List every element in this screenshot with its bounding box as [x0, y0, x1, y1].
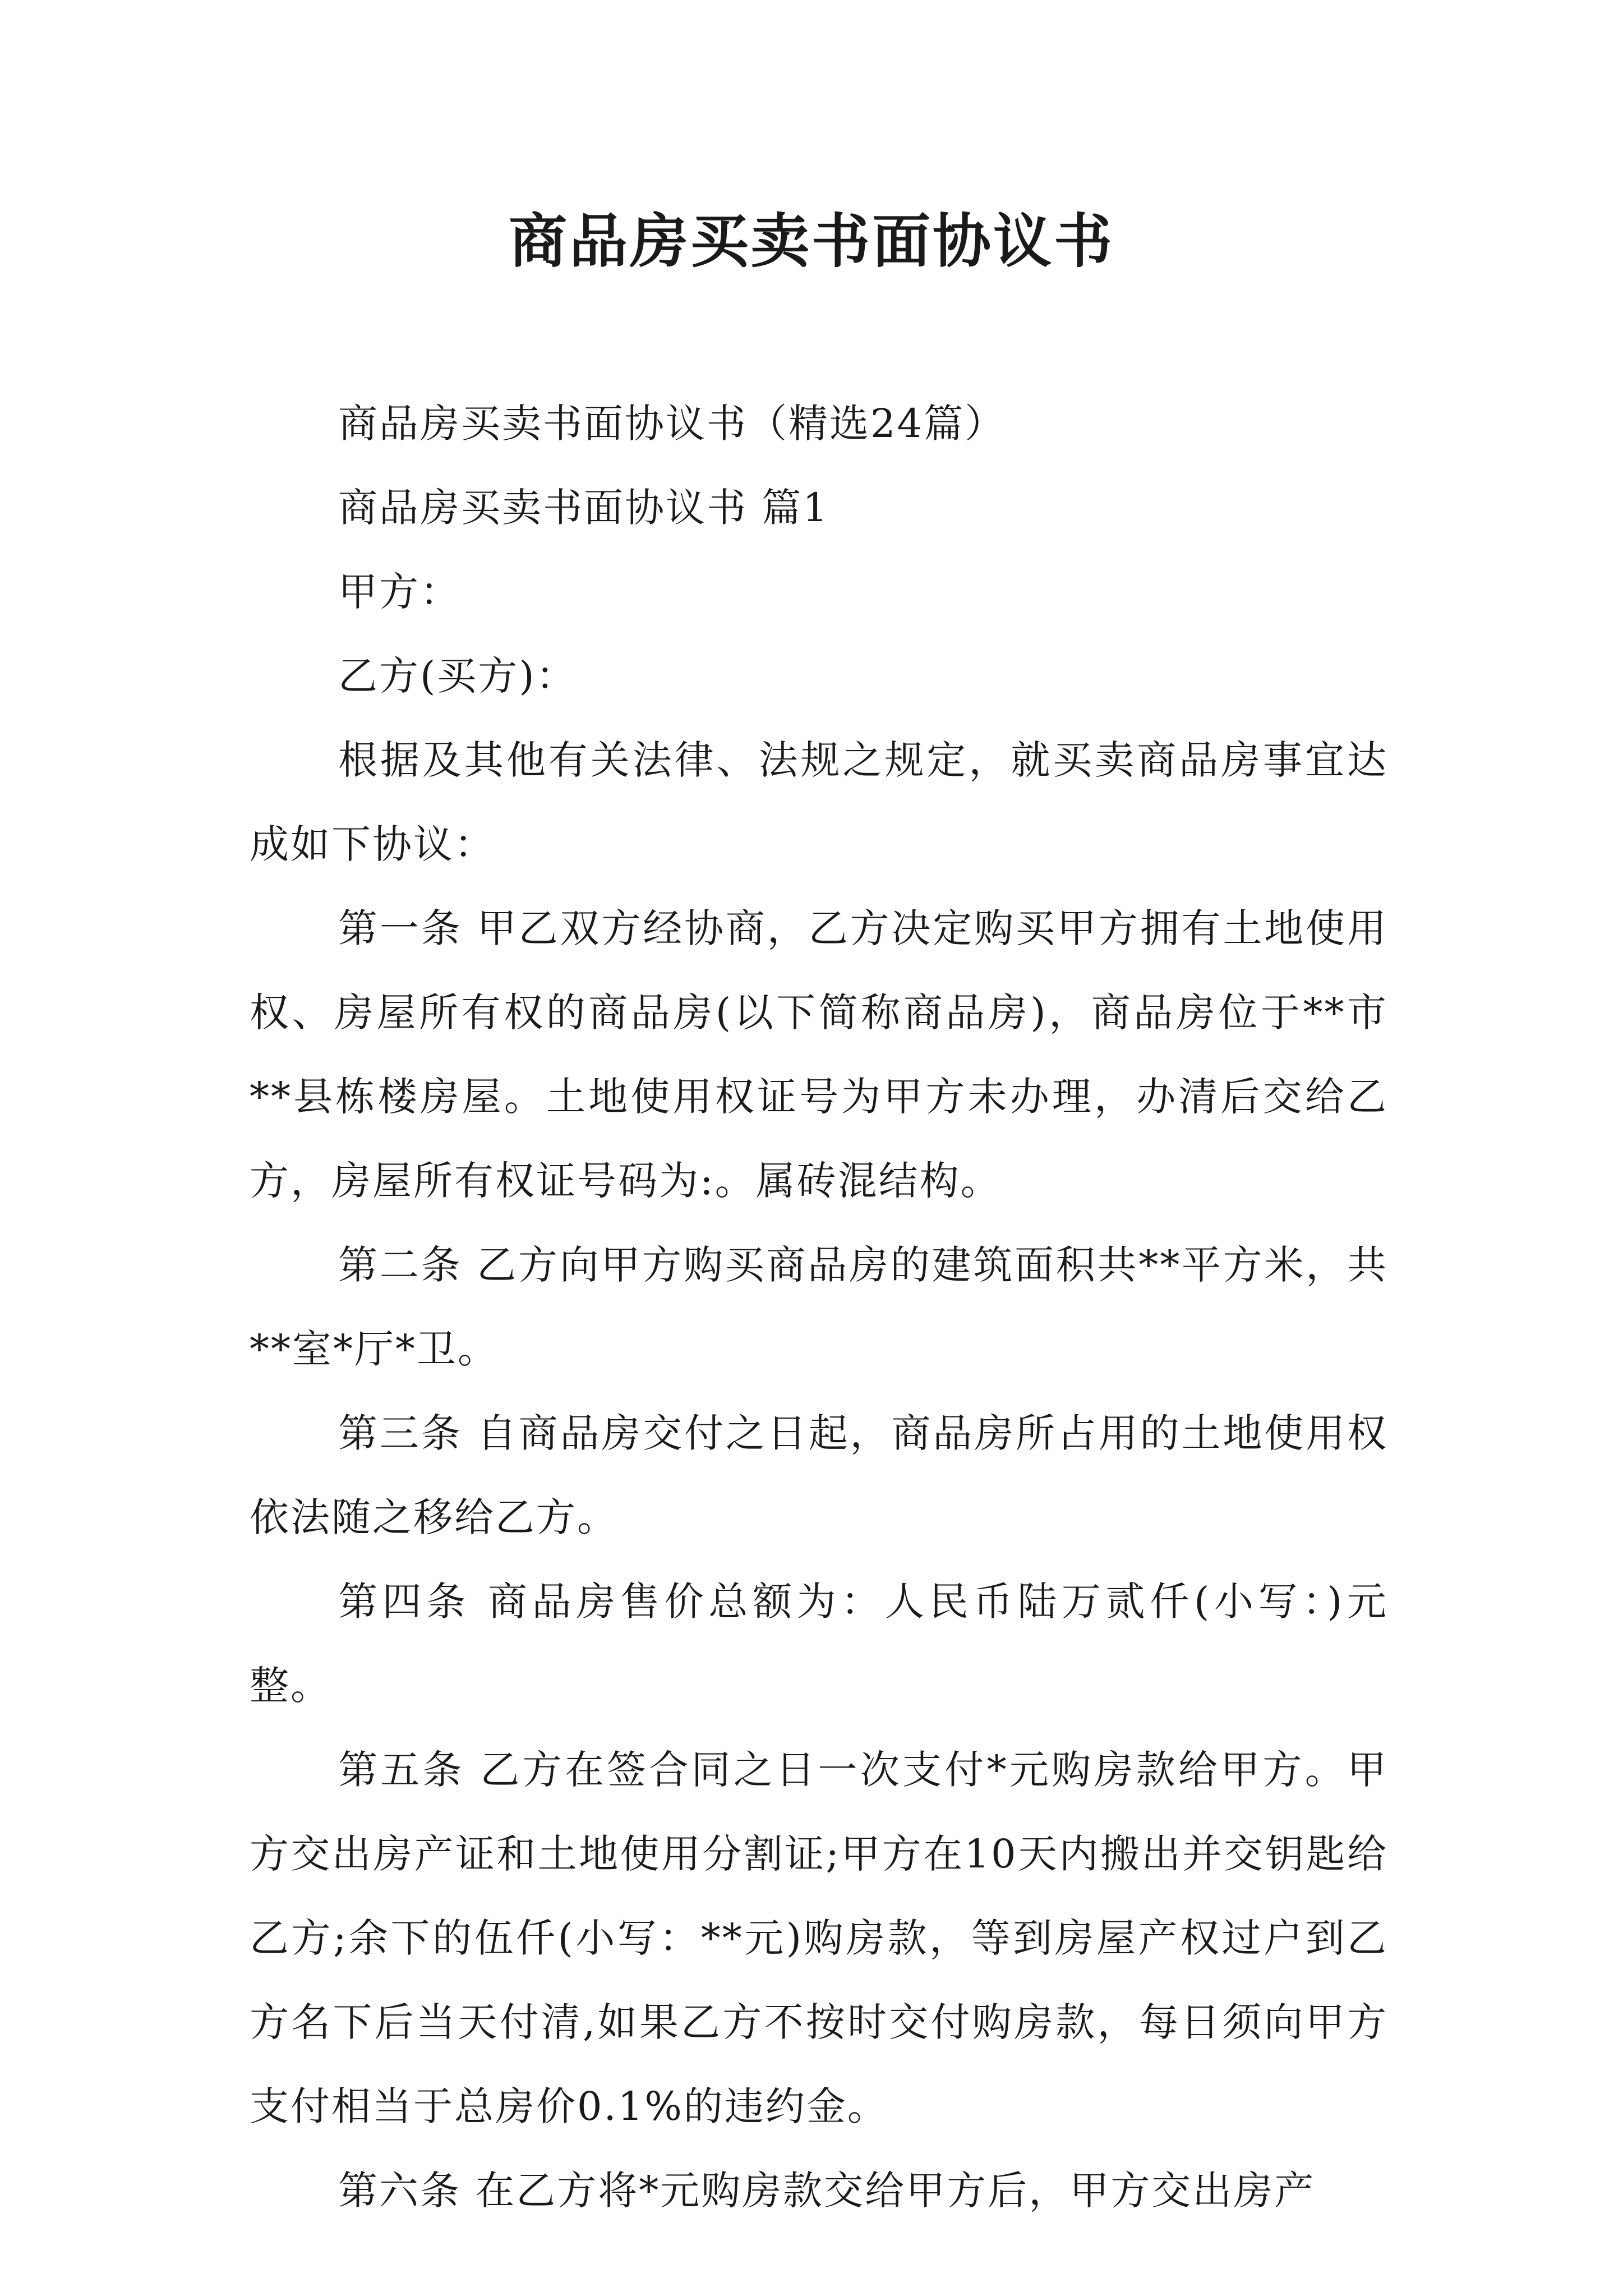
paragraph-article-5: 第五条 乙方在签合同之日一次支付*元购房款给甲方。甲方交出房产证和土地使用分割证;甲方在10天内搬出并交钥匙给乙方;余下的伍仟(小写：**元)购房款，等到房屋产权过户到乙方名下后当天付清,如果乙方不按时交付购房款，每日须向甲方支付相当于总房价0.1%的违约金。: [250, 1747, 1388, 2129]
paragraph-article-3: 第三条 自商品房交付之日起，商品房所占用的土地使用权依法随之移给乙方。: [250, 1410, 1388, 1540]
paragraph-subtitle: 商品房买卖书面协议书（精选24篇）: [338, 401, 1006, 447]
paragraph-article-6: 第六条 在乙方将*元购房款交给甲方后，甲方交出房产: [338, 2168, 1316, 2214]
document-title: 商品房买卖书面协议书: [508, 206, 1114, 275]
paragraph-article-1: 第一条 甲乙双方经协商，乙方决定购买甲方拥有土地使用权、房屋所有权的商品房(以下简称商品房)，商品房位于**市**县栋楼房屋。土地使用权证号为甲方未办理，办清后交给乙方，房屋所有权证号码为:。属砖混结构。: [250, 905, 1388, 1204]
paragraph-section-heading: 商品房买卖书面协议书 篇1: [338, 485, 829, 531]
paragraph-article-4: 第四条 商品房售价总额为：人民币陆万贰仟(小写：)元整。: [250, 1579, 1388, 1709]
paragraph-preamble: 根据及其他有关法律、法规之规定，就买卖商品房事宜达成如下协议：: [250, 737, 1388, 867]
paragraph-party-a: 甲方：: [338, 569, 461, 615]
document-body: [250, 381, 1388, 2233]
paragraph-party-b: 乙方(买方)：: [338, 653, 577, 699]
paragraph-article-2: 第二条 乙方向甲方购买商品房的建筑面积共**平方米，共**室*厅*卫。: [250, 1242, 1388, 1372]
